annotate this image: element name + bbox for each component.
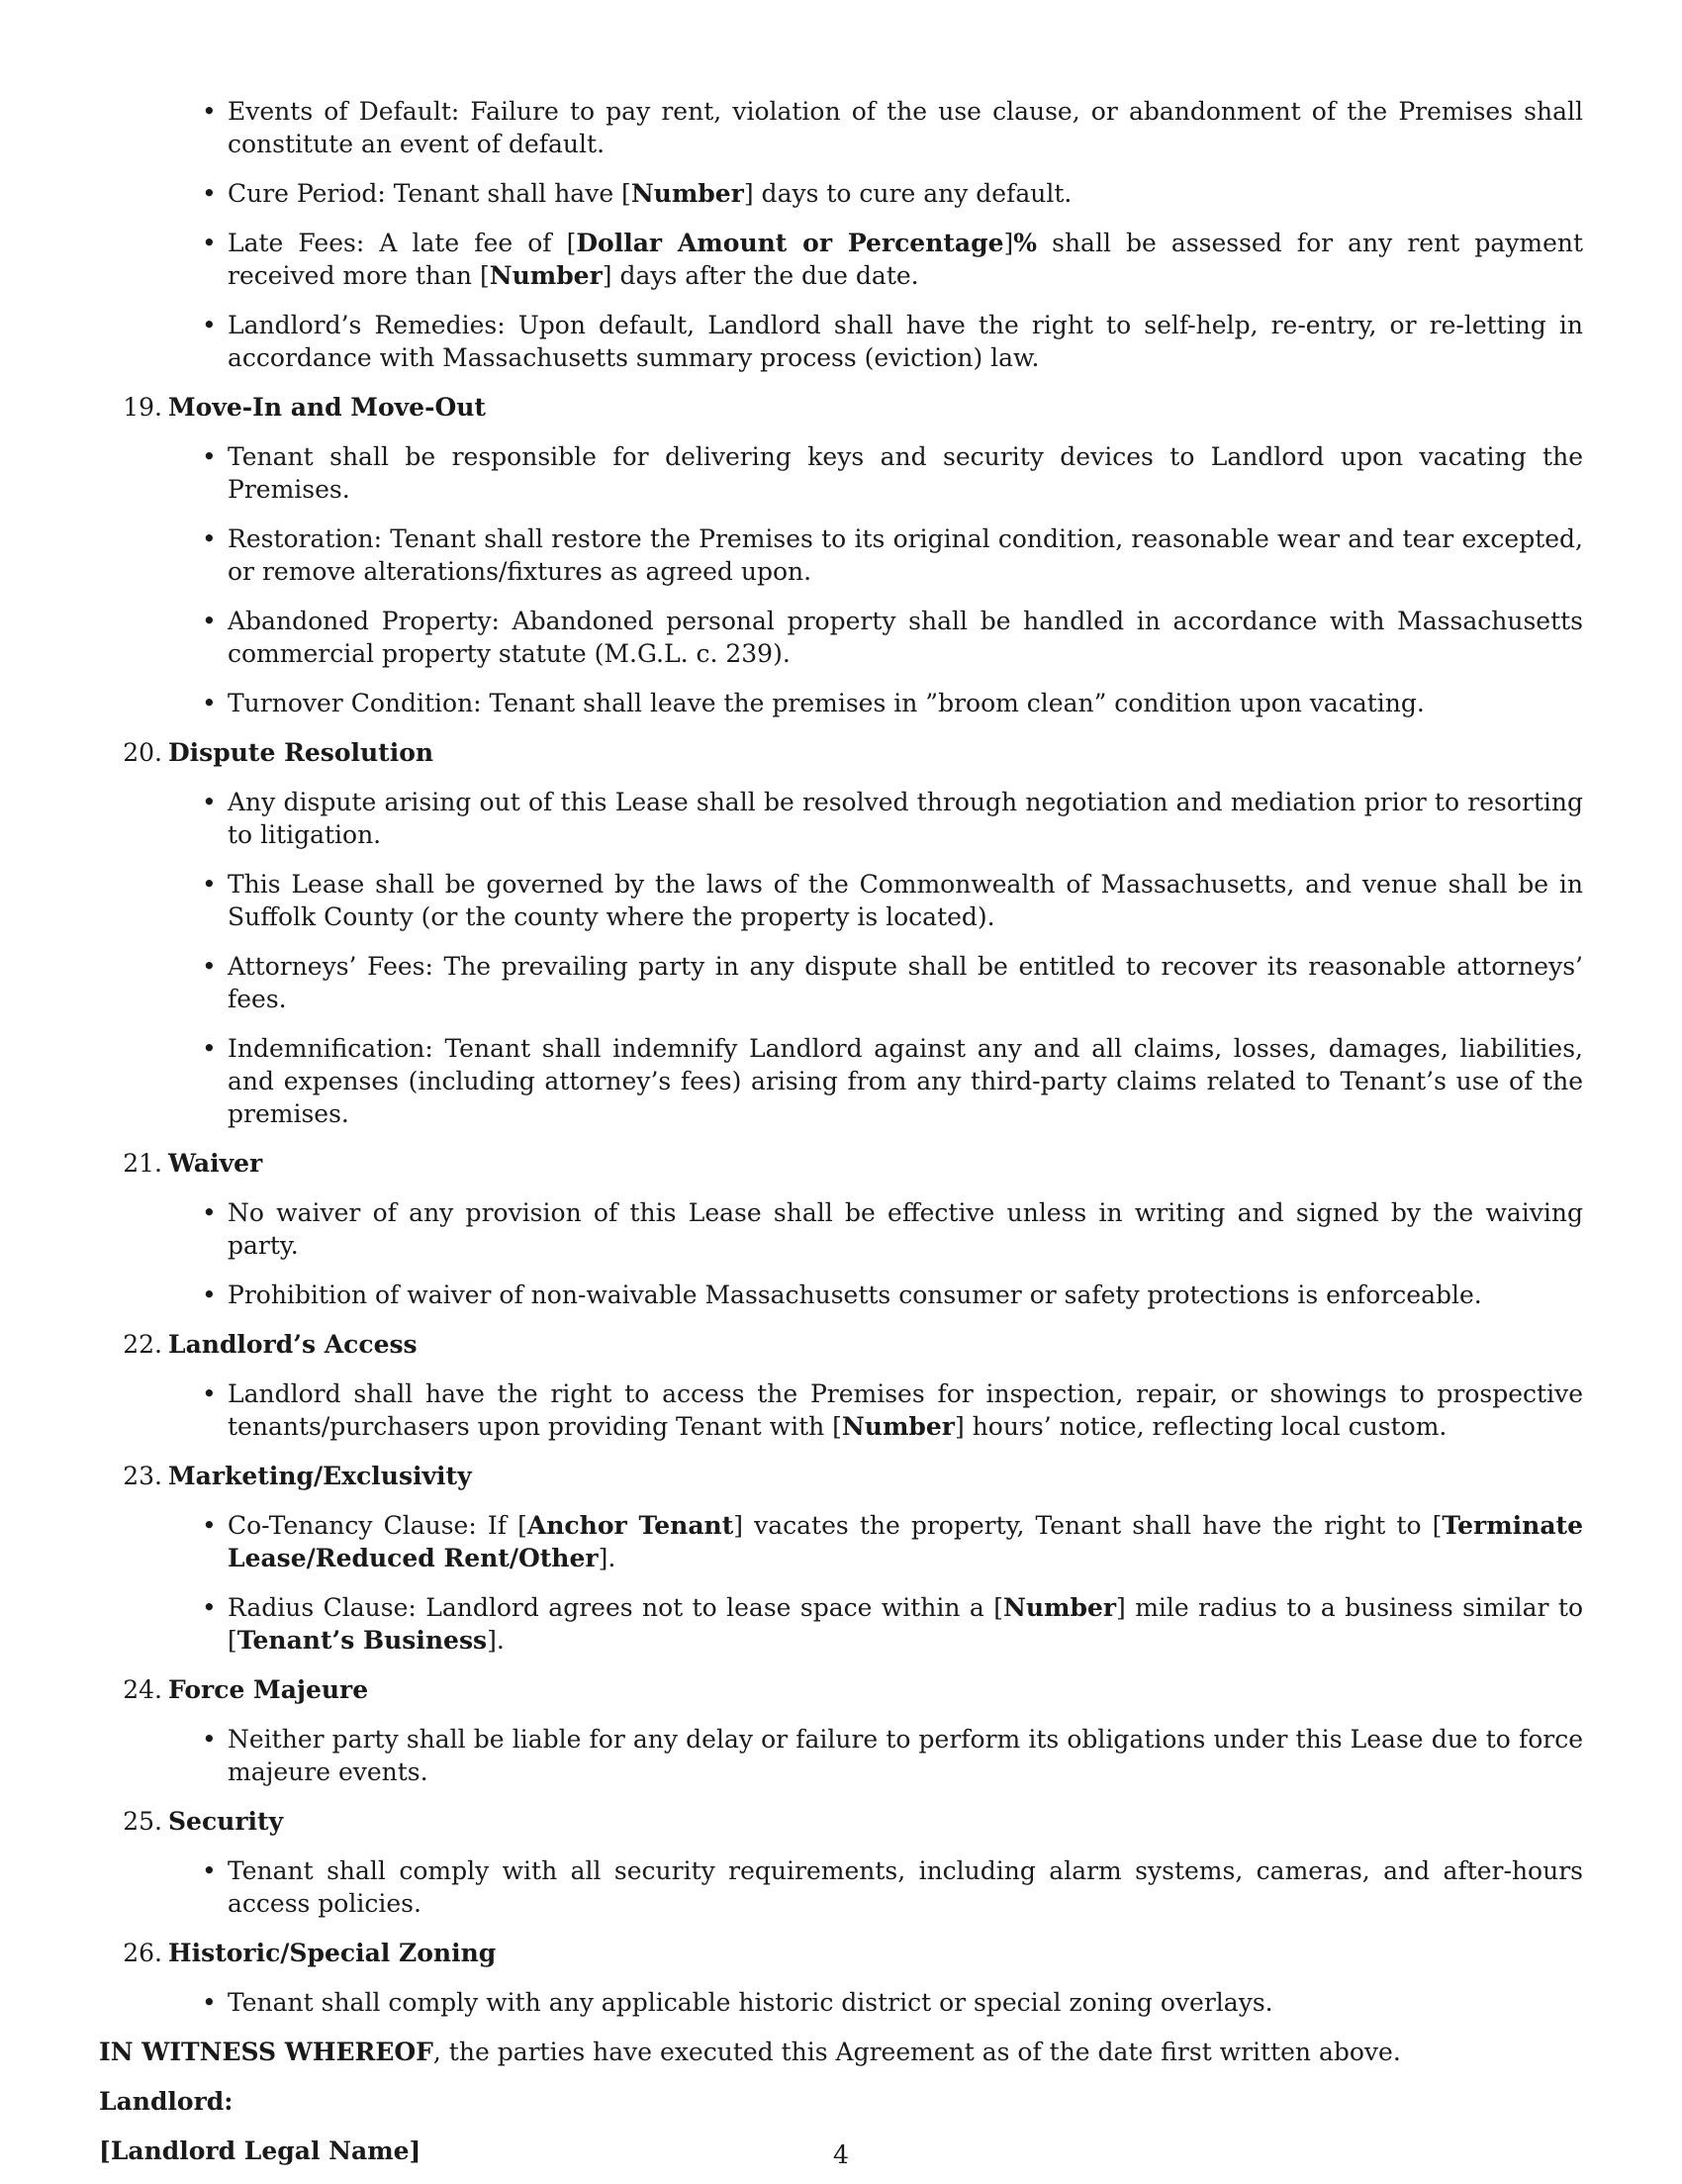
bullet-item xyxy=(228,1032,1583,1130)
bullet-item xyxy=(228,786,1583,851)
section-number: 20. xyxy=(123,738,162,767)
bullet-text: ] xyxy=(1003,229,1014,257)
bullet-text: Late Fees: A late fee of [ xyxy=(228,229,577,257)
bullet-item xyxy=(228,605,1583,670)
bullet-item xyxy=(228,950,1583,1015)
placeholder-field: Number xyxy=(489,261,603,290)
bullet-text: ] mile radius to a business similar to [ xyxy=(228,1593,1583,1655)
section-20 xyxy=(99,736,1583,1130)
bullet-text: Landlord’s Remedies: Upon default, Landlord shall have the right to self-help, re-entry, or re-letting in accordance with Massachusetts summary process (eviction) law. xyxy=(228,311,1583,372)
section-title: Waiver xyxy=(168,1149,263,1178)
landlord-legal-name: [Landlord Legal Name] xyxy=(99,2137,421,2165)
bullet-item xyxy=(228,1509,1583,1574)
witness-text: , the parties have executed this Agreement as of the date first written above. xyxy=(432,2038,1401,2066)
section-bullet-list xyxy=(99,1196,1583,1311)
bullet-text: This Lease shall be governed by the laws of the Commonwealth of Massachusetts, and venue shall be in Suffolk County (or the county where the property is located). xyxy=(228,870,1583,931)
bullet-item xyxy=(228,868,1583,933)
witness-clause xyxy=(99,2036,1583,2068)
bullet-text: No waiver of any provision of this Lease shall be effective unless in writing and signed by the waiving party. xyxy=(228,1198,1583,1260)
placeholder-field: Dollar Amount or Percentage xyxy=(576,229,1004,257)
section-25 xyxy=(99,1805,1583,1920)
section-24 xyxy=(99,1673,1583,1788)
bullet-item xyxy=(228,1196,1583,1262)
section-bullet-list xyxy=(99,786,1583,1130)
section-21 xyxy=(99,1147,1583,1311)
bullet-text: shall be assessed for any rent payment received more than [ xyxy=(228,229,1584,290)
section-bullet-list xyxy=(99,1509,1583,1657)
section-number: 24. xyxy=(123,1675,162,1704)
sections-container xyxy=(99,391,1583,2019)
section-heading xyxy=(99,1673,1583,1706)
bullet-text: ]. xyxy=(487,1626,505,1655)
section-number: 25. xyxy=(123,1807,162,1836)
bullet-text: Co-Tenancy Clause: If [ xyxy=(228,1511,527,1540)
bullet-text: Any dispute arising out of this Lease shall be resolved through negotiation and mediation prior to resorting to litigation. xyxy=(228,788,1583,849)
section-heading xyxy=(99,1460,1583,1492)
section-number: 26. xyxy=(123,1939,162,1967)
bullet-text: ] hours’ notice, reflecting local custom. xyxy=(954,1412,1448,1441)
document-body xyxy=(99,95,1583,2184)
placeholder-field: Anchor Tenant xyxy=(526,1511,734,1540)
placeholder-field: Number xyxy=(1002,1593,1117,1622)
section-number: 19. xyxy=(123,393,162,422)
bullet-text: Prohibition of waiver of non-waivable Massachusetts consumer or safety protections is enforceable. xyxy=(228,1281,1482,1309)
section-19 xyxy=(99,391,1583,719)
bullet-item xyxy=(228,1723,1583,1788)
section-title: Force Majeure xyxy=(168,1675,369,1704)
section-number: 21. xyxy=(123,1149,162,1178)
bullet-item xyxy=(228,95,1583,160)
bullet-text: Abandoned Property: Abandoned personal property shall be handled in accordance with Massachusetts commercial property statute (M.G.L. c. 239). xyxy=(228,607,1583,668)
default-remedies-list xyxy=(99,95,1583,374)
placeholder-field: Number xyxy=(630,179,744,208)
bullet-text: ] days to cure any default. xyxy=(743,179,1073,208)
bullet-text: Cure Period: Tenant shall have [ xyxy=(228,179,631,208)
bullet-text: Events of Default: Failure to pay rent, violation of the use clause, or abandonment of the Premises shall constitute an event of default. xyxy=(228,97,1583,158)
bullet-text: Radius Clause: Landlord agrees not to lease space within a [ xyxy=(228,1593,1003,1622)
section-heading xyxy=(99,1147,1583,1180)
section-bullet-list xyxy=(99,1377,1583,1443)
bullet-text: ] vacates the property, Tenant shall have the right to [ xyxy=(733,1511,1443,1540)
bullet-item xyxy=(228,1854,1583,1920)
landlord-label: Landlord: xyxy=(99,2087,234,2116)
bullet-item xyxy=(228,522,1583,588)
placeholder-field: % xyxy=(1013,229,1038,257)
bullet-text: Landlord shall have the right to access the Premises for inspection, repair, or showings to prospective tenants/purchasers upon providing Tenant with [ xyxy=(228,1379,1583,1441)
placeholder-field: Terminate Lease/Reduced Rent/Other xyxy=(228,1511,1583,1572)
page-number: 4 xyxy=(833,2140,849,2169)
section-bullet-list xyxy=(99,1986,1583,2019)
section-heading xyxy=(99,1328,1583,1361)
section-title: Historic/Special Zoning xyxy=(168,1939,497,1967)
bullet-text: Attorneys’ Fees: The prevailing party in any dispute shall be entitled to recover its reasonable attorneys’ fees. xyxy=(228,952,1583,1013)
bullet-text: Neither party shall be liable for any delay or failure to perform its obligations under this Lease due to force majeure events. xyxy=(228,1725,1583,1786)
placeholder-field: Tenant’s Business xyxy=(236,1626,488,1655)
bullet-text: Turnover Condition: Tenant shall leave the premises in ”broom clean” condition upon vacating. xyxy=(228,689,1425,717)
bullet-item xyxy=(228,1591,1583,1657)
section-heading xyxy=(99,1805,1583,1838)
section-number: 23. xyxy=(123,1462,162,1490)
bullet-item xyxy=(228,309,1583,374)
section-26 xyxy=(99,1937,1583,2019)
witness-bold: IN WITNESS WHEREOF xyxy=(99,2038,433,2066)
section-bullet-list xyxy=(99,440,1583,719)
bullet-text: ] days after the due date. xyxy=(602,261,919,290)
section-23 xyxy=(99,1460,1583,1657)
bullet-text: Restoration: Tenant shall restore the Premises to its original condition, reasonable wear and tear excepted, or remove alterations/fixtures as agreed upon. xyxy=(228,524,1583,586)
bullet-text: Tenant shall be responsible for delivering keys and security devices to Landlord upon vacating the Premises. xyxy=(228,442,1583,504)
bullet-item xyxy=(228,177,1583,210)
bullet-item xyxy=(228,1279,1583,1311)
section-title: Dispute Resolution xyxy=(168,738,434,767)
section-title: Landlord’s Access xyxy=(168,1330,418,1359)
section-bullet-list xyxy=(99,1854,1583,1920)
section-22 xyxy=(99,1328,1583,1443)
section-title: Marketing/Exclusivity xyxy=(168,1462,472,1490)
section-bullet-list xyxy=(99,1723,1583,1788)
bullet-item xyxy=(228,687,1583,719)
bullet-text: Tenant shall comply with all security requirements, including alarm systems, cameras, and after-hours access policies. xyxy=(228,1856,1583,1918)
section-heading xyxy=(99,391,1583,424)
bullet-text: Indemnification: Tenant shall indemnify Landlord against any and all claims, losses, damages, liabilities, and expenses (including attorney’s fees) arising from any third-party claims related to Tenant’s use of the premises. xyxy=(228,1034,1583,1128)
bullet-text: ]. xyxy=(598,1544,616,1572)
bullet-item xyxy=(228,1377,1583,1443)
bullet-item xyxy=(228,1986,1583,2019)
section-heading xyxy=(99,1937,1583,1969)
placeholder-field: Number xyxy=(841,1412,955,1441)
section-title: Move-In and Move-Out xyxy=(168,393,486,422)
section-heading xyxy=(99,736,1583,769)
bullet-item xyxy=(228,227,1583,292)
section-title: Security xyxy=(168,1807,284,1836)
bullet-item xyxy=(228,440,1583,506)
bullet-text: Tenant shall comply with any applicable historic district or special zoning overlays. xyxy=(228,1988,1273,2017)
section-number: 22. xyxy=(123,1330,162,1359)
